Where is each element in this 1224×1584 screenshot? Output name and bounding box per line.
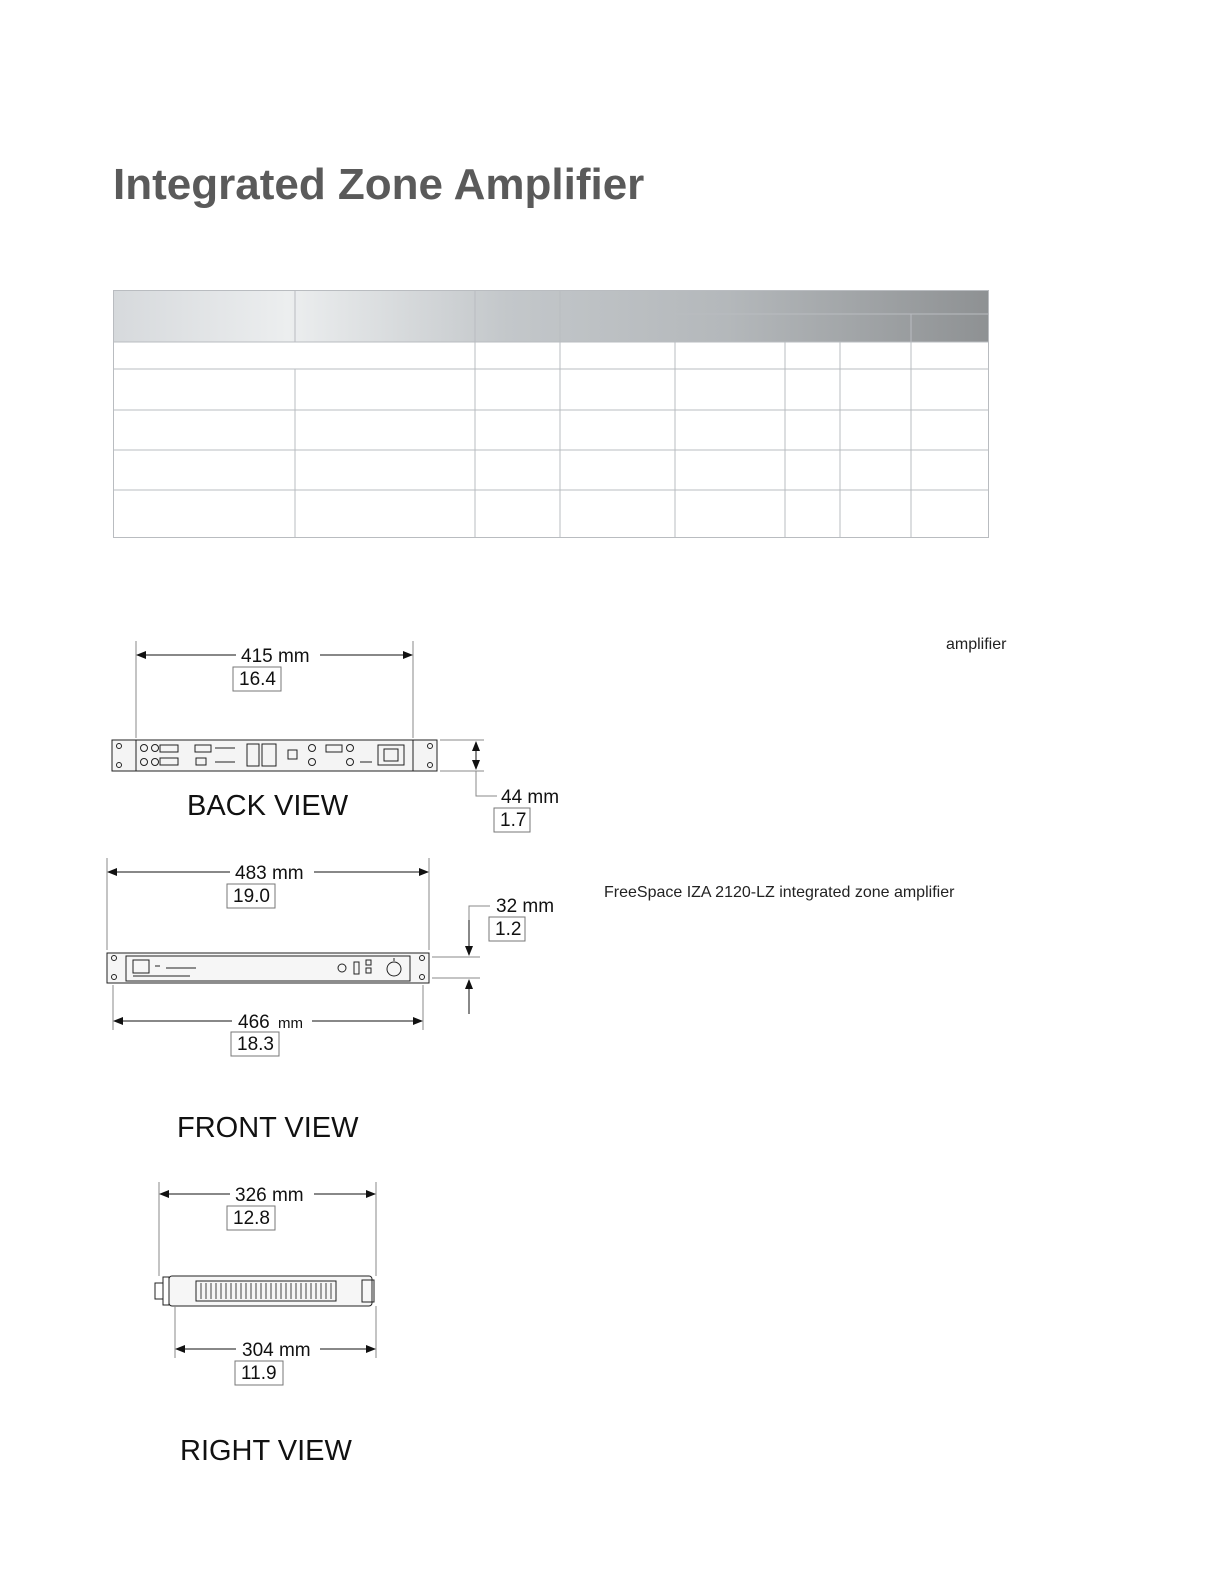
right-view (155, 1182, 376, 1467)
right-view-label: RIGHT VIEW (180, 1435, 352, 1467)
front-view (107, 858, 554, 1144)
back-height-mm: 44 mm (501, 787, 560, 808)
back-view (112, 641, 559, 832)
right-overall-mm: 326 mm (235, 1185, 304, 1206)
right-overall-in: 12.8 (233, 1208, 270, 1229)
note-product-name: FreeSpace IZA 2120-LZ integrated zone amplifier (604, 884, 955, 901)
back-width-in: 16.4 (239, 669, 276, 690)
front-body-mm: 466 (238, 1012, 270, 1033)
page-title: Integrated Zone Amplifier (113, 160, 645, 209)
front-panel-mm: 32 mm (496, 896, 555, 917)
front-panel-in: 1.2 (495, 919, 522, 940)
back-width-mm: 415 mm (241, 646, 310, 667)
back-view-label: BACK VIEW (187, 790, 349, 822)
front-body-unit: mm (278, 1015, 303, 1032)
back-height-in: 1.7 (500, 810, 527, 831)
back-panel-drawing (112, 740, 437, 771)
front-overall-mm: 483 mm (235, 863, 304, 884)
front-view-label: FRONT VIEW (177, 1112, 359, 1144)
note-amplifier: amplifier (946, 636, 1007, 653)
right-body-in: 11.9 (241, 1363, 277, 1384)
front-overall-in: 19.0 (233, 886, 270, 907)
front-body-in: 18.3 (237, 1034, 274, 1055)
front-panel-drawing (107, 953, 429, 983)
right-body-mm: 304 mm (242, 1340, 311, 1361)
side-panel-drawing (155, 1276, 374, 1306)
